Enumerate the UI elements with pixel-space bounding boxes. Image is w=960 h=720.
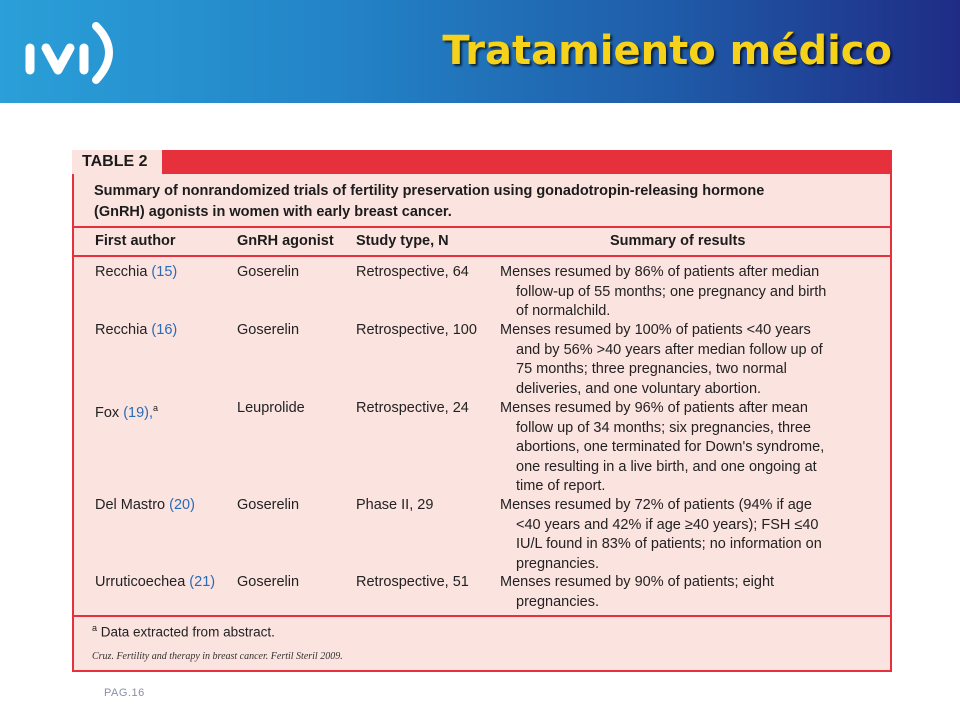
column-header: Summary of results xyxy=(610,233,746,249)
reference-link: (21) xyxy=(189,574,216,590)
study-type-cell: Retrospective, 24 xyxy=(356,400,469,416)
result-line: deliveries, and one voluntary abortion. xyxy=(516,380,762,397)
study-type-cell: Retrospective, 51 xyxy=(356,574,469,590)
author-name: Recchia xyxy=(95,264,152,280)
result-line: of normalchild. xyxy=(516,303,611,319)
author-name: Recchia xyxy=(95,322,152,338)
result-line: follow up of 34 months; six pregnancies, three xyxy=(516,419,811,436)
author-name: Fox xyxy=(95,404,124,421)
author-name: Del Mastro xyxy=(95,497,170,513)
table-caption-line: Summary of nonrandomized trials of fertility preservation using gonadotropin-releasing hormone xyxy=(94,183,765,199)
table-rule xyxy=(72,226,892,228)
result-line: Menses resumed by 90% of patients; eight xyxy=(500,574,775,590)
author-cell xyxy=(95,496,195,516)
header-banner xyxy=(0,0,960,103)
slide-title: Tratamiento médico xyxy=(442,28,892,74)
footnote-marker: a xyxy=(153,403,159,413)
result-line: pregnancies. xyxy=(516,555,600,572)
result-line: Menses resumed by 96% of patients after mean xyxy=(500,400,808,416)
study-type-cell: Phase II, 29 xyxy=(356,497,434,513)
author-cell xyxy=(95,573,215,593)
result-line: follow-up of 55 months; one pregnancy and birth xyxy=(516,283,827,300)
result-line: Menses resumed by 86% of patients after median xyxy=(500,264,820,280)
footnote-marker: a xyxy=(92,623,98,633)
ivi-logo xyxy=(22,18,122,86)
result-cell xyxy=(500,321,875,399)
column-header: GnRH agonist xyxy=(237,233,334,249)
agonist-cell: Goserelin xyxy=(237,322,300,338)
table-caption xyxy=(94,181,874,223)
table-caption-line: (GnRH) agonists in women with early breast cancer. xyxy=(94,204,452,220)
result-line: one resulting in a live birth, and one ongoing at xyxy=(516,458,817,475)
author-cell xyxy=(95,321,177,341)
author-cell xyxy=(95,263,177,283)
footnote-text: Data extracted from abstract. xyxy=(97,624,275,640)
study-type-cell: Retrospective, 64 xyxy=(356,264,469,280)
table-label: TABLE 2 xyxy=(72,150,164,174)
agonist-cell: Goserelin xyxy=(237,264,300,280)
table-rule xyxy=(72,615,892,617)
column-header: Study type, N xyxy=(356,233,449,249)
reference-link: (16) xyxy=(151,322,178,338)
result-cell xyxy=(500,263,875,322)
result-line: IU/L found in 83% of patients; no information on xyxy=(516,536,822,552)
result-line: and by 56% >40 years after median follow up of xyxy=(516,341,823,358)
result-line: Menses resumed by 72% of patients (94% if age xyxy=(500,497,812,513)
result-line: <40 years and 42% if age ≥40 years); FSH ≤40 xyxy=(516,516,819,533)
column-header: First author xyxy=(95,233,176,249)
reference-link: (20) xyxy=(169,497,195,513)
result-line: abortions, one terminated for Down's syndrome, xyxy=(516,439,825,455)
result-cell xyxy=(500,496,875,574)
result-line: pregnancies. xyxy=(516,593,600,610)
result-line: 75 months; three pregnancies, two normal xyxy=(516,361,787,377)
table-rule xyxy=(72,255,892,257)
study-type-cell: Retrospective, 100 xyxy=(356,322,477,338)
agonist-cell: Leuprolide xyxy=(237,400,305,416)
result-cell xyxy=(500,573,875,612)
table-label-bar xyxy=(72,150,892,174)
author-cell xyxy=(95,399,158,423)
table-source-citation: Cruz. Fertility and therapy in breast cancer. Fertil Steril 2009. xyxy=(92,651,343,662)
table-footnote xyxy=(92,623,275,640)
author-name: Urruticoechea xyxy=(95,574,190,590)
reference-link: (19), xyxy=(123,404,154,421)
result-line: time of report. xyxy=(516,478,606,494)
result-cell xyxy=(500,399,875,497)
page-number: PAG.16 xyxy=(104,687,145,699)
result-line: Menses resumed by 100% of patients <40 years xyxy=(500,322,811,338)
reference-link: (15) xyxy=(151,264,178,280)
agonist-cell: Goserelin xyxy=(237,574,300,590)
agonist-cell: Goserelin xyxy=(237,497,300,513)
